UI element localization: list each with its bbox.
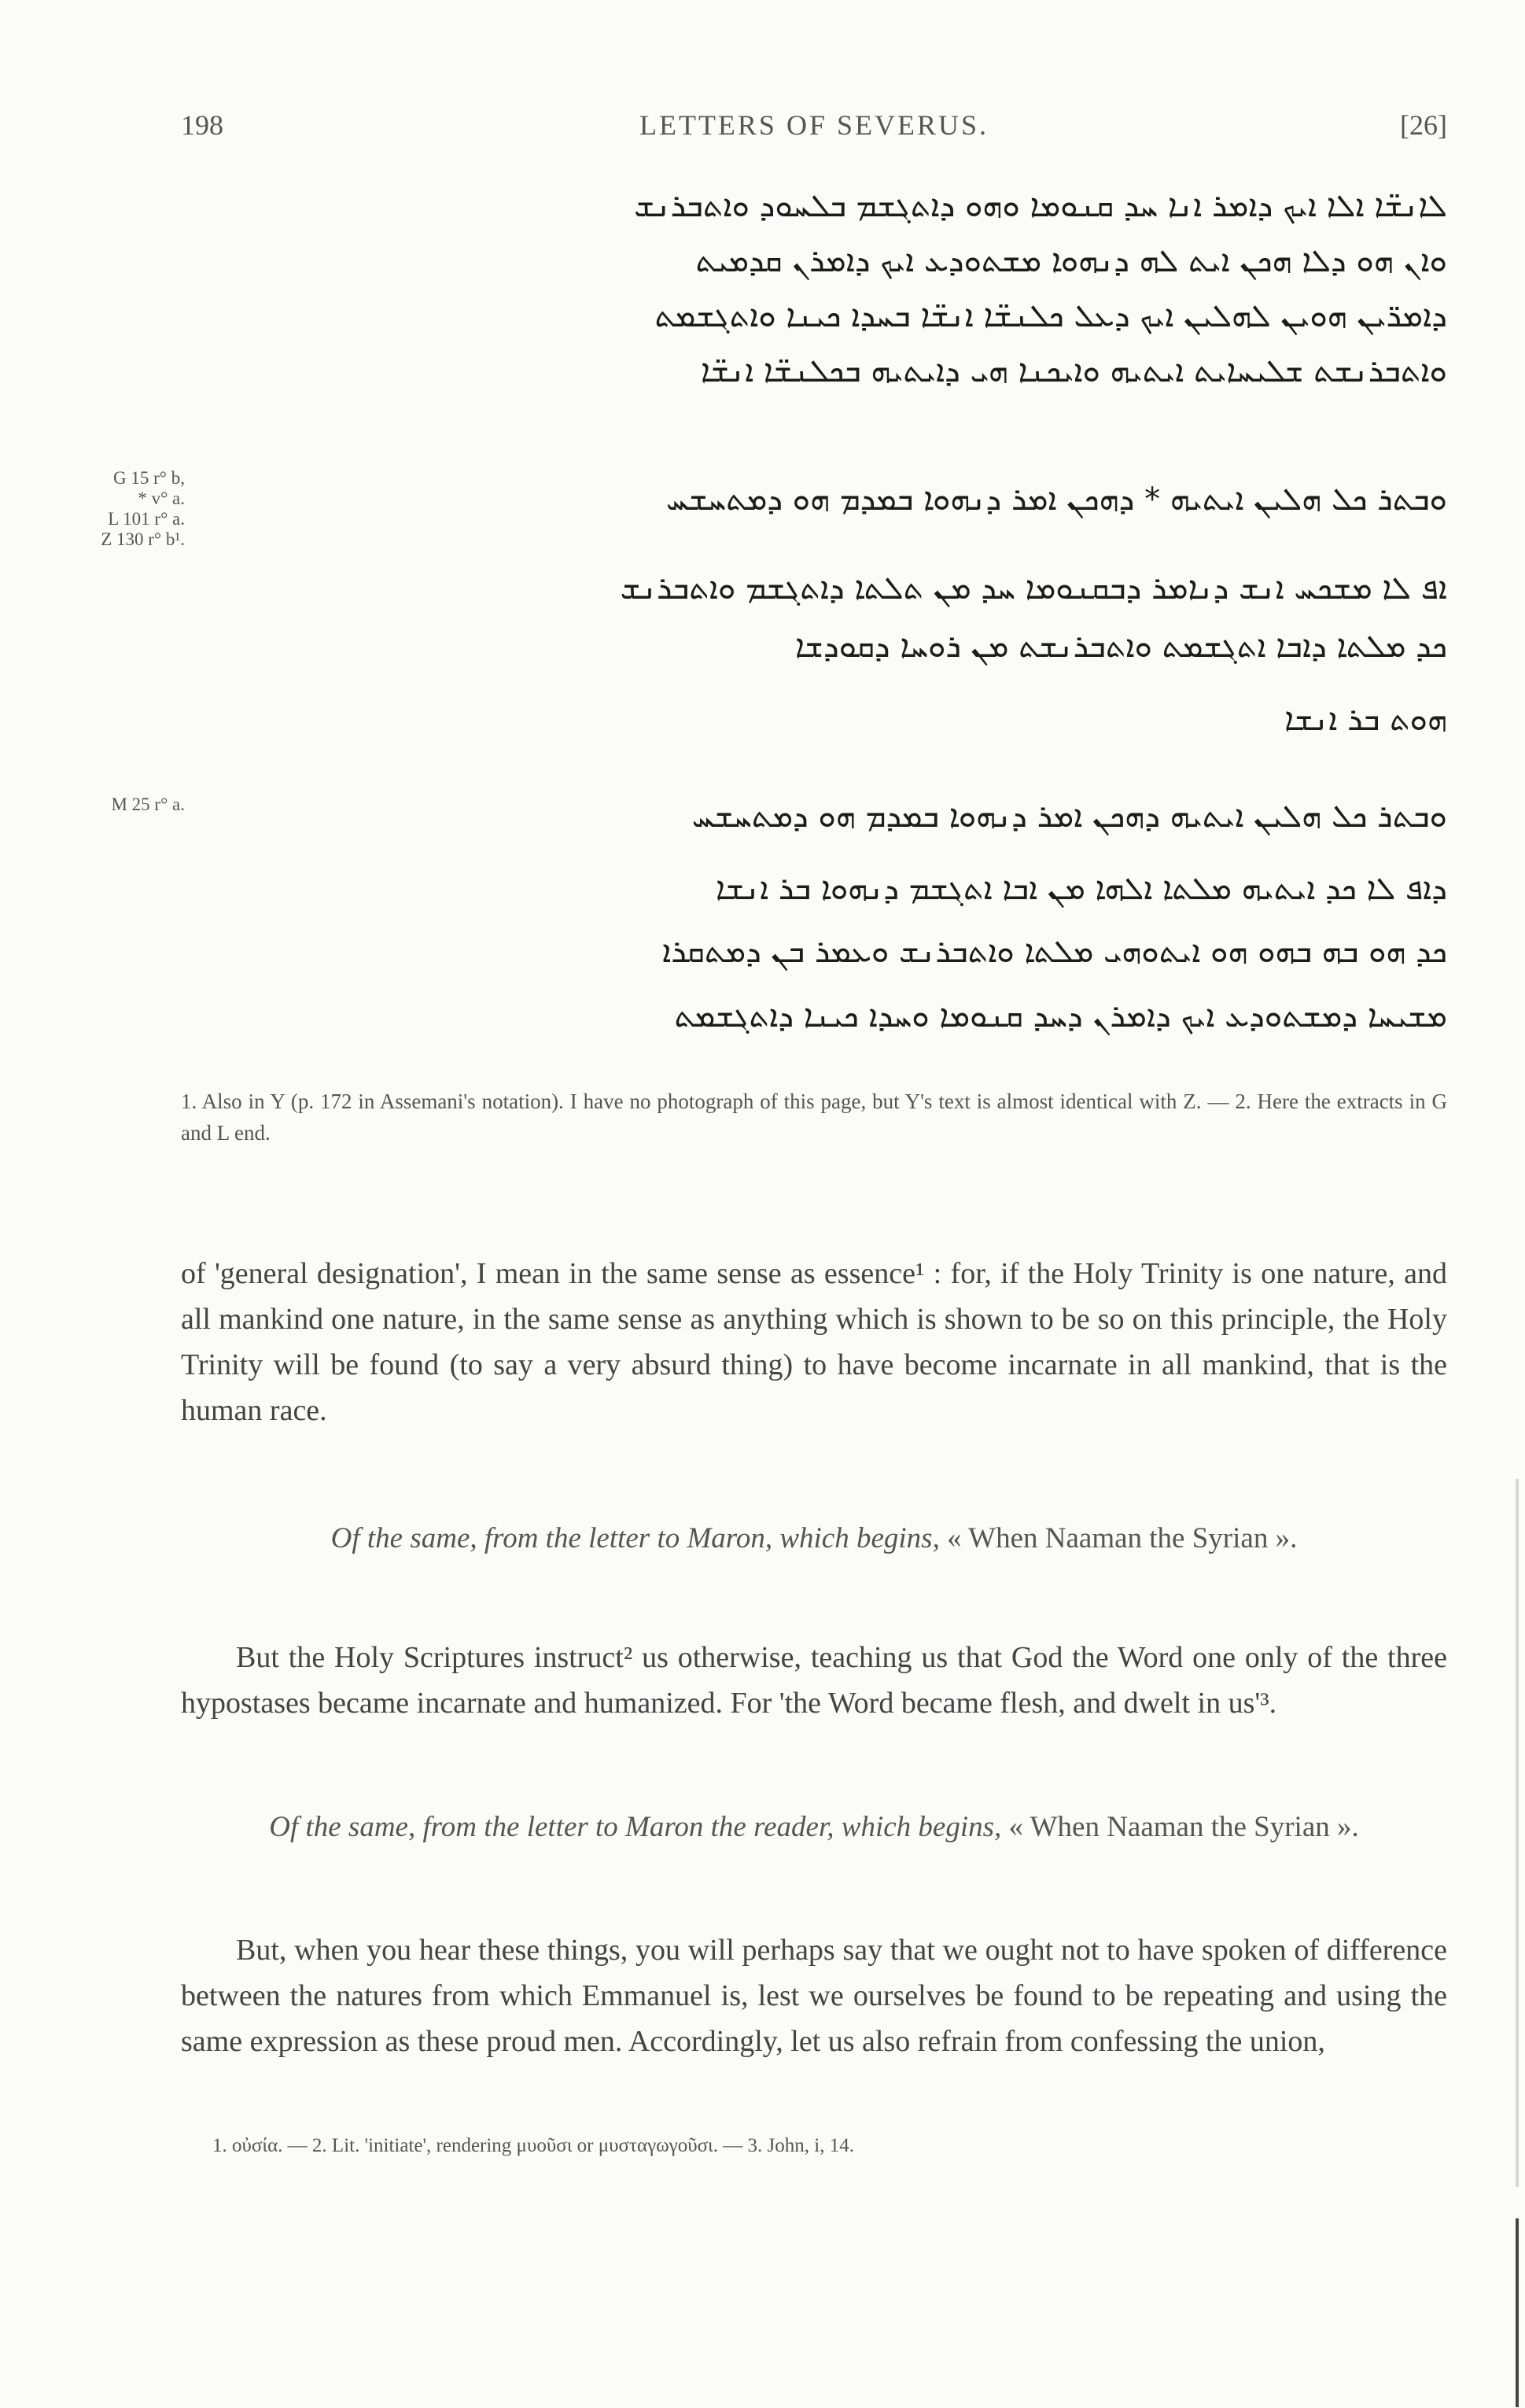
english-paragraph-3: But, when you hear these things, you will perhaps say that we ought not to have spoken of difference between the natures from which Emmanuel is, lest we ourselves be found to be repeating and using the same expression as these proud men. Accordingly, let us also refrain from confessing the union, [181, 1934, 1447, 2058]
rubric-2 [181, 1805, 1447, 1849]
margin-note: M 25 r° a. [111, 795, 185, 814]
margin-notes-block-3 [47, 795, 185, 815]
syriac-line: ܠܐܢܫ̈ܐ ܐܠܐ ܐܝܟ ܕܐܡܪ ܐܢܐ ܚܕ ܩܢܘܡܐ ܘܗܘ ܕܐܬܓܫܡ ܒܠܚܘܕ ܘܐܬܒܪܢܫ [634, 188, 1447, 224]
rubric-1-plain: « When Naaman the Syrian ». [947, 1522, 1298, 1554]
syriac-line: ܕܐܡܪ̈ܝܢ ܗܘܝܢ ܠܗܠܝܢ ܐܝܟ ܕܥܠ ܟܠܢܫ̈ܐ ܐܢܫ̈ܐ ܒܚܕܐ ܟܝܢܐ ܘܐܬܓܫܡܬ [654, 298, 1447, 334]
footnotes-english: 1. οὐσία. — 2. Lit. 'initiate', rendering μυοῦσι or μυσταγωγοῦσι. — 3. John, i, 14. [212, 2135, 854, 2156]
syriac-line: ܘܒܬܪ ܟܠ ܗܠܝܢ ܐܝܬܝܗ ܕܗܟܢ ܐܡܪ ܕܢܗܘܐ ܒܡܕܡ ܗܘ ܕܡܬܚܫܚ [691, 798, 1447, 835]
running-header [181, 101, 1447, 148]
margin-note: * v° a. [138, 489, 185, 508]
rubric-2-plain: « When Naaman the Syrian ». [1008, 1811, 1359, 1843]
syriac-line: ܗܘܬ ܒܪ ܐܢܫܐ [1284, 702, 1447, 738]
syriac-line: ܟܕ ܗܘ ܒܗ ܒܗܘ ܗܘ ܐܝܬܘܗܝ ܡܠܬܐ ܘܐܬܒܪܢܫ ܘܥܡܪ ܒܢ ܕܡܬܩܪܐ [662, 934, 1447, 970]
page-edge-dark [1516, 2218, 1519, 2407]
margin-note: Z 130 r° b¹. [101, 529, 185, 549]
footnotes-syriac: 1. Also in Y (p. 172 in Assemani's notation). I have no photograph of this page, but Y's text is almost identical with Z. — 2. Here the extracts in G and L end. [181, 1090, 1447, 1145]
english-paragraph-2: But the Holy Scriptures instruct² us otherwise, teaching us that God the Word one only of the three hypostases became incarnate and humanized. For 'the Word became flesh, and dwelt in us'³. [181, 1641, 1447, 1720]
margin-notes-block-2 [47, 468, 185, 550]
syriac-line: ܟܕ ܡܠܬܐ ܕܐܒܐ ܐܬܓܫܡܬ ܘܐܬܒܪܢܫܬ ܡܢ ܪܘܚܐ ܕܩܘܕܫܐ [794, 629, 1447, 665]
syriac-line: ܘܐܬܒܪܢܫܬ ܫܠܝܚܐܝܬ ܐܝܬܝܗ ܘܐܝܟܢܐ ܗܝ ܕܐܝܬܝܗ ܒܟܠܢܫ̈ܐ ܐܢܫ̈ܐ [700, 353, 1447, 389]
english-paragraph-1: of 'general designation', I mean in the same sense as essence¹ : for, if the Holy Trinity is one nature, and all mankind one nature, in the same sense as anything which is shown to be so on this principle, the Holy Trinity will be found (to say a very absurd thing) to have become incarnate in all mankind, that is the human race. [181, 1257, 1447, 1427]
section-number: [26] [1400, 109, 1447, 141]
syriac-line: ܘܒܬܪ ܟܠ ܗܠܝܢ ܐܝܬܝܗ * ܕܗܟܢ ܐܡܪ ܕܢܗܘܐ ܒܡܕܡ ܗܘ ܕܡܬܚܫܚ [665, 481, 1447, 518]
margin-note: L 101 r° a. [108, 509, 185, 529]
syriac-line: ܘܐܢ ܗܘ ܕܠܐ ܗܟܢ ܐܝܬ ܠܗ ܕܢܗܘܐ ܡܫܬܘܕܥ ܐܝܟ ܕܐܡܪܢ ܩܕܡܝܬ [695, 243, 1447, 279]
rubric-2-italic: Of the same, from the letter to Maron the reader, which begins, [269, 1811, 1002, 1843]
rubric-1 [181, 1517, 1447, 1561]
page-edge-shadow [1516, 1479, 1519, 2187]
margin-note: G 15 r° b, [113, 468, 185, 488]
syriac-line: ܕܐܦ ܠܐ ܟܕ ܐܝܬܝܗ ܡܠܬܐ ܐܠܗܐ ܡܢ ܐܒܐ ܐܬܓܫܡ ܕܢܗܘܐ ܒܪ ܐܢܫܐ [715, 871, 1447, 907]
syriac-line: ܐܦ ܠܐ ܡܫܟܚ ܐܢܫ ܕܢܐܡܪ ܕܒܩܢܘܡܐ ܚܕ ܡܢ ܬܠܬܐ ܕܐܬܓܫܡ ܘܐܬܒܪܢܫ [620, 570, 1447, 607]
rubric-1-italic: Of the same, from the letter to Maron, which begins, [330, 1522, 940, 1554]
running-title: LETTERS OF SEVERUS. [639, 109, 989, 141]
page-number: 198 [181, 109, 223, 141]
syriac-line: ܡܫܝܚܐ ܕܡܫܬܘܕܥ ܐܝܟ ܕܐܡܪܢ ܕܚܕ ܩܢܘܡܐ ܘܚܕܐ ܟܝܢܐ ܕܐܬܓܫܡܬ [674, 998, 1447, 1034]
